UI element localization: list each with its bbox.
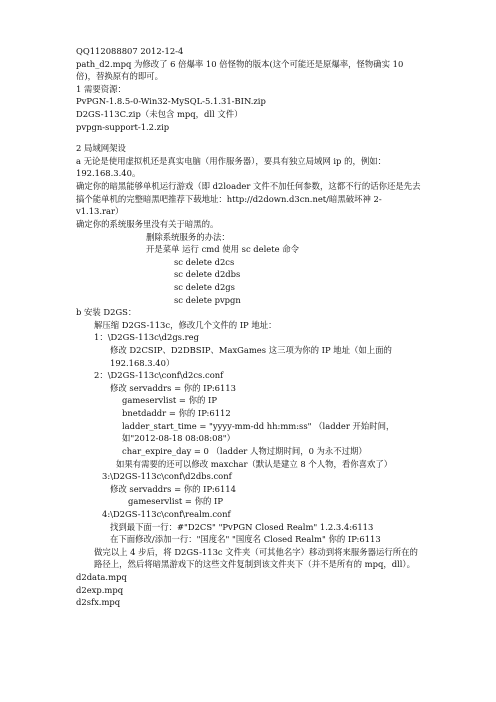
b3-item: 修改 servaddrs = 你的 IP:6114	[110, 483, 236, 494]
b2-note: 如果有需要的还可以修改 maxchar（默认是建立 8 个人物，看你喜欢了）	[116, 458, 393, 469]
after-paragraph: 做完以上 4 步后，将 D2GS-113c 文件夹（可其他名字）移动到将来服务器运行所在的路径上，然后将暗黑游戏下的这些文件复制到该文件夹下（并不是所有的 mpq，dll）。	[94, 546, 418, 570]
file-item: d2exp.mpq	[76, 584, 124, 595]
section2-a-line2: 确定你的暗黑能够单机运行游戏（即 d2loader 文件不加任何参数，这都不行的话你还是先去搞个能单机的完整暗黑吧推荐下载地址：http://d2down.d3cn.net/暗黑破坏神 2-v1.13.rar）	[76, 181, 421, 217]
section2-a-paragraph: a 无论是使用虚拟机还是真实电脑（用作服务器），要具有独立局域网 ip 的，例如：192.168.3.40。	[76, 155, 386, 179]
b2-path: 2：\D2GS-113c\conf\d2cs.conf	[94, 370, 224, 381]
b2-item: 修改 servaddrs = 你的 IP:6113	[110, 382, 236, 393]
b3-path: 3:\D2GS-113c\conf\d2dbs.conf	[102, 471, 232, 482]
section1-title: 1 需要资源：	[76, 83, 126, 94]
b2-item: gameservlist = 你的 IP	[122, 395, 217, 406]
delete-command: sc delete d2gs	[174, 281, 235, 292]
file-item: d2data.mpq	[76, 571, 127, 582]
section2-title: 2 局域网架设	[76, 143, 126, 154]
document-header: QQ112088807 2012-12-4	[76, 46, 184, 56]
b3-item: gameservlist = 你的 IP	[128, 496, 223, 507]
delete-command: sc delete d2cs	[174, 256, 235, 267]
b4-find: 找到最下面一行：#"D2CS" "PvPGN Closed Realm" 1.2.3.4:6113	[110, 521, 374, 532]
delete-command: sc delete d2dbs	[174, 269, 241, 280]
section2-b-title: b 安装 D2GS：	[76, 307, 137, 318]
intro-paragraph: path_d2.mpq 为修改了 6 倍爆率 10 倍怪物的版本(这个可能还是原爆率，怪物确实 10 倍)，替换原有的即可。	[76, 58, 404, 82]
delete-service-desc: 开是菜单 运行 cmd 使用 sc delete 命令	[146, 244, 299, 255]
b1-desc: 修改 D2CSIP、D2DBSIP、MaxGames 这三项为你的 IP 地址（如上面的 192.168.3.40）	[110, 345, 392, 368]
b2-char-expire: char_expire_day = 0 （ladder 人物过期时间，0 为永不过期）	[122, 445, 367, 456]
b2-ladder: ladder_start_time = "yyyy-mm-dd hh:mm:ss" （ladder 开始时间，如"2012-08-18 08:08:08"）	[122, 420, 395, 444]
section2-b-desc: 解压缩 D2GS-113c，修改几个文件的 IP 地址：	[94, 319, 277, 330]
resource-item: PvPGN-1.8.5-0-Win32-MySQL-5.1.31-BIN.zip	[76, 96, 266, 107]
file-item: d2sfx.mpq	[76, 597, 121, 608]
resource-item: D2GS-113C.zip（未包含 mpq，dll 文件）	[76, 109, 243, 120]
document-page	[76, 45, 421, 609]
delete-service-title: 删除系统服务的办法：	[146, 231, 230, 242]
delete-command: sc delete pvpgn	[174, 294, 241, 305]
b4-add: 在下面修改/添加一行："国度名" "国度名 Closed Realm" 你的 IP:6113	[110, 534, 381, 545]
spacer	[76, 133, 421, 142]
section2-a-line3: 确定你的系统服务里没有关于暗黑的。	[76, 218, 219, 229]
b1-path: 1：\D2GS-113c\d2gs.reg	[94, 332, 199, 343]
resource-item: pvpgn-support-1.2.zip	[76, 121, 170, 132]
b2-item: bnetdaddr = 你的 IP:6112	[122, 408, 231, 419]
b4-path: 4:\D2GS-113c\conf\realm.conf	[102, 508, 231, 519]
